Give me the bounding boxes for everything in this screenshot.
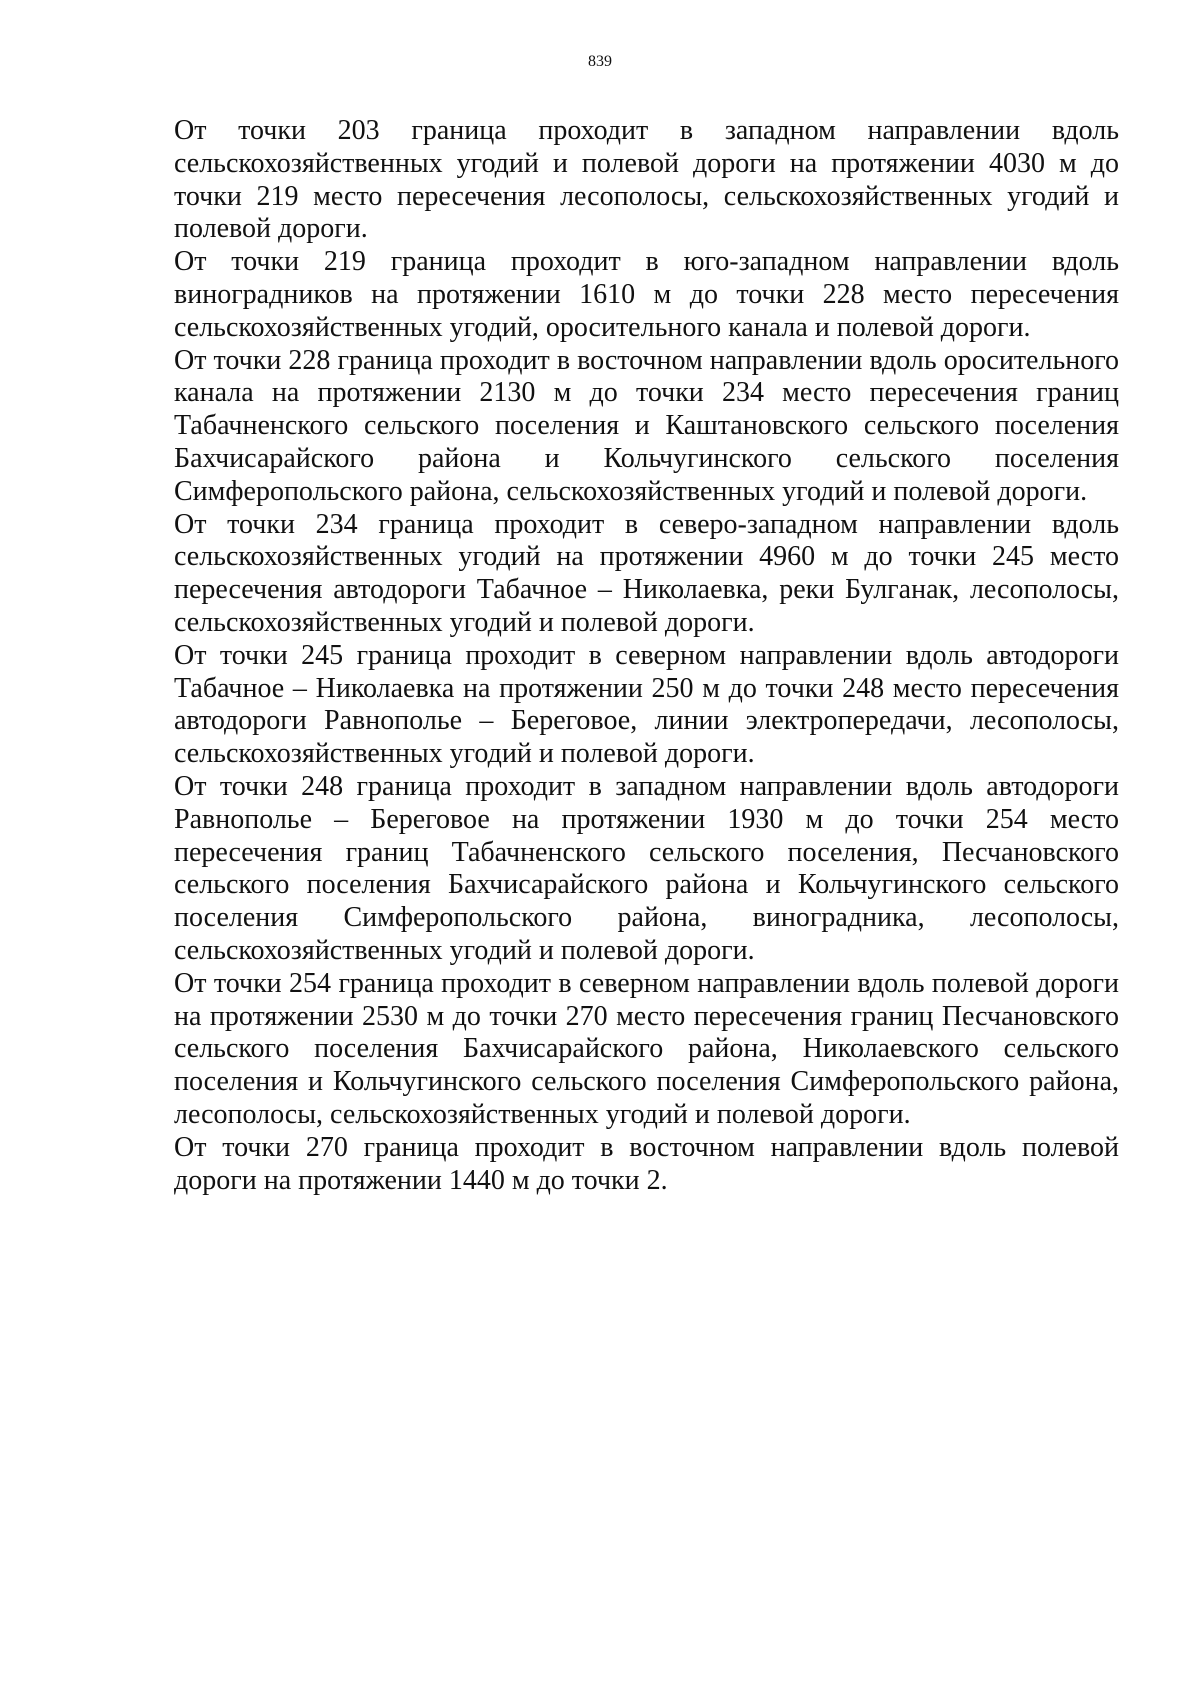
paragraph: От точки 270 граница проходит в восточном направлении вдоль полевой дороги на протяжении 1440 м до точки 2.	[174, 1131, 1119, 1196]
paragraph: От точки 219 граница проходит в юго-западном направлении вдоль виноградников на протяжении 1610 м до точки 228 место пересечения сельскохозяйственных угодий, оросительного канала и полевой дороги.	[174, 246, 1119, 343]
paragraph: От точки 245 граница проходит в северном направлении вдоль автодороги Табачное – Николаевка на протяжении 250 м до точки 248 место пересечения автодороги Равнополье – Береговое, линии электропередачи, лесополосы, сельскохозяйственных угодий и полевой дороги.	[174, 639, 1119, 770]
paragraph: От точки 254 граница проходит в северном направлении вдоль полевой дороги на протяжении 2530 м до точки 270 место пересечения границ Песчановского сельского поселения Бахчисарайского района, Николаевского сельского поселения и Кольчугинского сельского поселения Симферопольского района, лесополосы, сельскохозяйственных угодий и полевой дороги.	[174, 967, 1119, 1130]
page-number: 839	[588, 53, 612, 70]
paragraph: От точки 234 граница проходит в северо-западном направлении вдоль сельскохозяйственных угодий на протяжении 4960 м до точки 245 место пересечения автодороги Табачное – Николаевка, реки Булганак, лесополосы, сельскохозяйственных угодий и полевой дороги.	[174, 508, 1119, 638]
paragraph: От точки 203 граница проходит в западном направлении вдоль сельскохозяйственных угодий и полевой дороги на протяжении 4030 м до точки 219 место пересечения лесополосы, сельскохозяйственных угодий и полевой дороги.	[174, 115, 1119, 245]
paragraph: От точки 248 граница проходит в западном направлении вдоль автодороги Равнополье – Береговое на протяжении 1930 м до точки 254 место пересечения границ Табачненского сельского поселения, Песчановского сельского поселения Бахчисарайского района и Кольчугинского сельского поселения Симферопольского района, виноградника, лесополосы, сельскохозяйственных угодий и полевой дороги.	[174, 770, 1119, 966]
paragraph: От точки 228 граница проходит в восточном направлении вдоль оросительного канала на протяжении 2130 м до точки 234 место пересечения границ Табачненского сельского поселения и Каштановского сельского поселения Бахчисарайского района и Кольчугинского сельского поселения Симферопольского района, сельскохозяйственных угодий и полевой дороги.	[174, 344, 1119, 507]
document-body	[174, 115, 1119, 1197]
